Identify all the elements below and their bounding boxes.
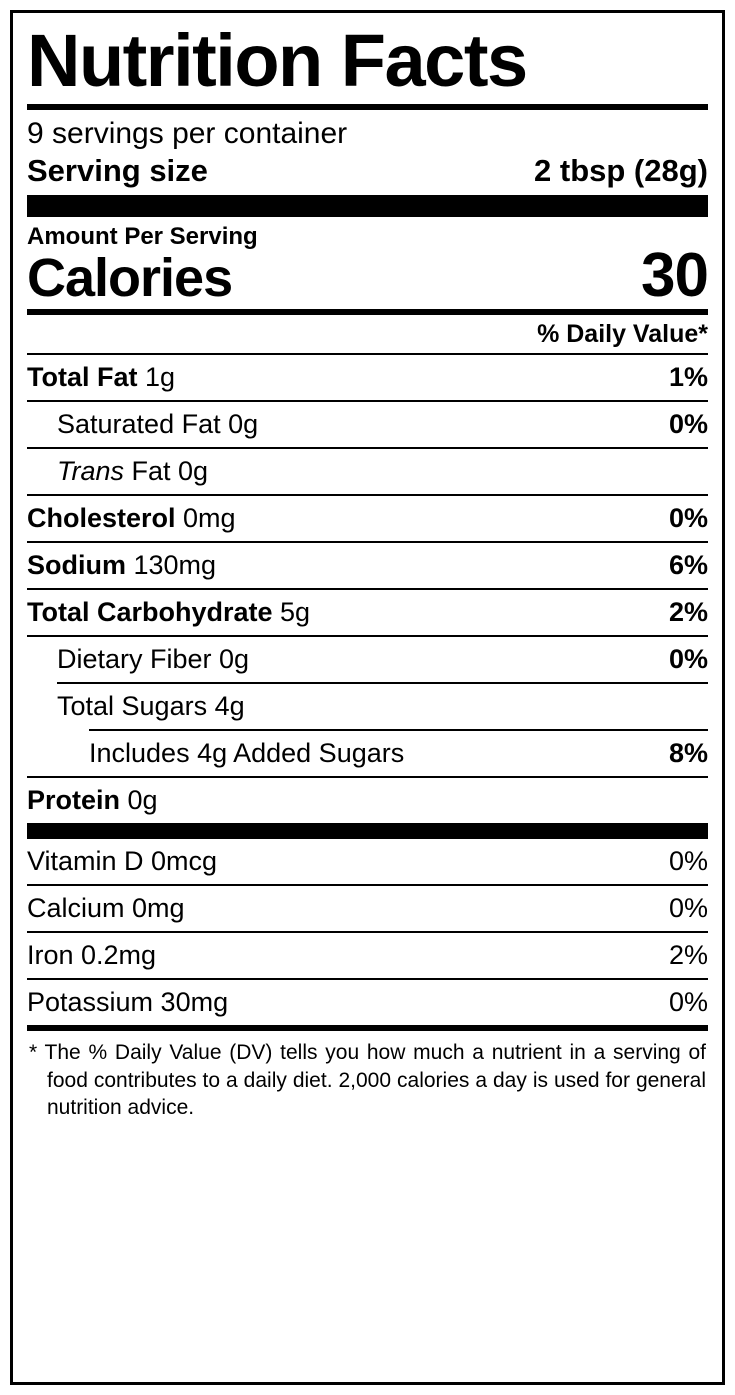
nutrient-name-cholesterol [27, 503, 657, 534]
nutrient-row-cholesterol [27, 496, 708, 541]
vitamin-row-calcium [27, 886, 708, 931]
vitamin-name-vitamin-d: Vitamin D 0mcg [27, 846, 218, 877]
vitamin-row-vitamin-d [27, 839, 708, 884]
divider-under-title [27, 104, 708, 110]
nutrient-row-protein [27, 778, 708, 823]
footnote [27, 1031, 708, 1122]
calories-row [27, 241, 708, 311]
serving-size-row [27, 153, 708, 189]
protein-bold: Protein [27, 785, 121, 816]
nutrient-name-total-sugars: Total Sugars 4g [57, 691, 245, 722]
serving-size-label: Serving size [27, 153, 208, 189]
servings-per-container: 9 servings per container [27, 116, 348, 150]
nutrient-row-dietary-fiber [27, 637, 708, 682]
nutrient-pct-saturated-fat: 0% [668, 409, 708, 440]
nutrient-pct-total-carbohydrate: 2% [668, 597, 708, 628]
carb-amount: 5g [272, 597, 311, 628]
nutrient-row-total-carbohydrate [27, 590, 708, 635]
nutrient-pct-added-sugars: 8% [668, 738, 708, 769]
nutrient-pct-cholesterol: 0% [668, 503, 708, 534]
sodium-amount: 130mg [126, 550, 217, 581]
nutrition-facts-label [10, 10, 725, 1385]
vitamin-pct-calcium: 0% [668, 893, 708, 924]
nutrient-name-added-sugars: Includes 4g Added Sugars [89, 738, 405, 769]
total-fat-amount: 1g [137, 362, 176, 393]
nutrient-row-total-sugars [27, 684, 708, 729]
trans-italic: Trans [57, 456, 125, 487]
nutrient-row-sodium [27, 543, 708, 588]
divider-thick-vitamins [27, 823, 708, 839]
nutrient-name-total-carbohydrate [27, 597, 657, 628]
nutrient-pct-sodium: 6% [668, 550, 708, 581]
calories-label: Calories [27, 248, 233, 309]
nutrient-name-protein [27, 785, 696, 816]
nutrient-row-added-sugars [27, 731, 708, 776]
vitamin-pct-iron: 2% [668, 940, 708, 971]
trans-fat-amount: Fat 0g [124, 456, 209, 487]
divider-thick-top [27, 195, 708, 217]
cholesterol-amount: 0mg [175, 503, 236, 534]
nutrient-name-sodium [27, 550, 657, 581]
nutrient-row-saturated-fat [27, 402, 708, 447]
vitamin-row-iron [27, 933, 708, 978]
page-title: Nutrition Facts [27, 19, 527, 102]
calories-value: 30 [641, 241, 708, 311]
nutrient-name-total-fat [27, 362, 657, 393]
cholesterol-bold: Cholesterol [27, 503, 176, 534]
sodium-bold: Sodium [27, 550, 126, 581]
nutrient-row-trans-fat [27, 449, 708, 494]
total-fat-bold: Total Fat [27, 362, 138, 393]
nutrient-name-dietary-fiber: Dietary Fiber 0g [57, 644, 250, 675]
serving-size-value: 2 tbsp (28g) [534, 153, 708, 189]
amount-per-serving-label: Amount Per Serving [27, 223, 258, 251]
vitamin-row-potassium [27, 980, 708, 1025]
protein-amount: 0g [120, 785, 158, 816]
vitamin-pct-vitamin-d: 0% [668, 846, 708, 877]
nutrient-name-saturated-fat: Saturated Fat 0g [57, 409, 259, 440]
vitamin-pct-potassium: 0% [668, 987, 708, 1018]
vitamin-name-potassium: Potassium 30mg [27, 987, 229, 1018]
vitamin-name-iron: Iron 0.2mg [27, 940, 157, 971]
carb-bold: Total Carbohydrate [27, 597, 273, 628]
vitamin-name-calcium: Calcium 0mg [27, 893, 185, 924]
nutrient-row-total-fat [27, 355, 708, 400]
daily-value-header: % Daily Value* [537, 320, 708, 349]
nutrient-name-trans-fat [27, 456, 696, 487]
footnote-text: * The % Daily Value (DV) tells you how much a nutrient in a serving of food contributes to a daily diet. 2,000 calories a day is used for general nutrition advice. [29, 1041, 706, 1120]
nutrient-pct-dietary-fiber: 0% [668, 644, 708, 675]
nutrient-pct-total-fat: 1% [668, 362, 708, 393]
